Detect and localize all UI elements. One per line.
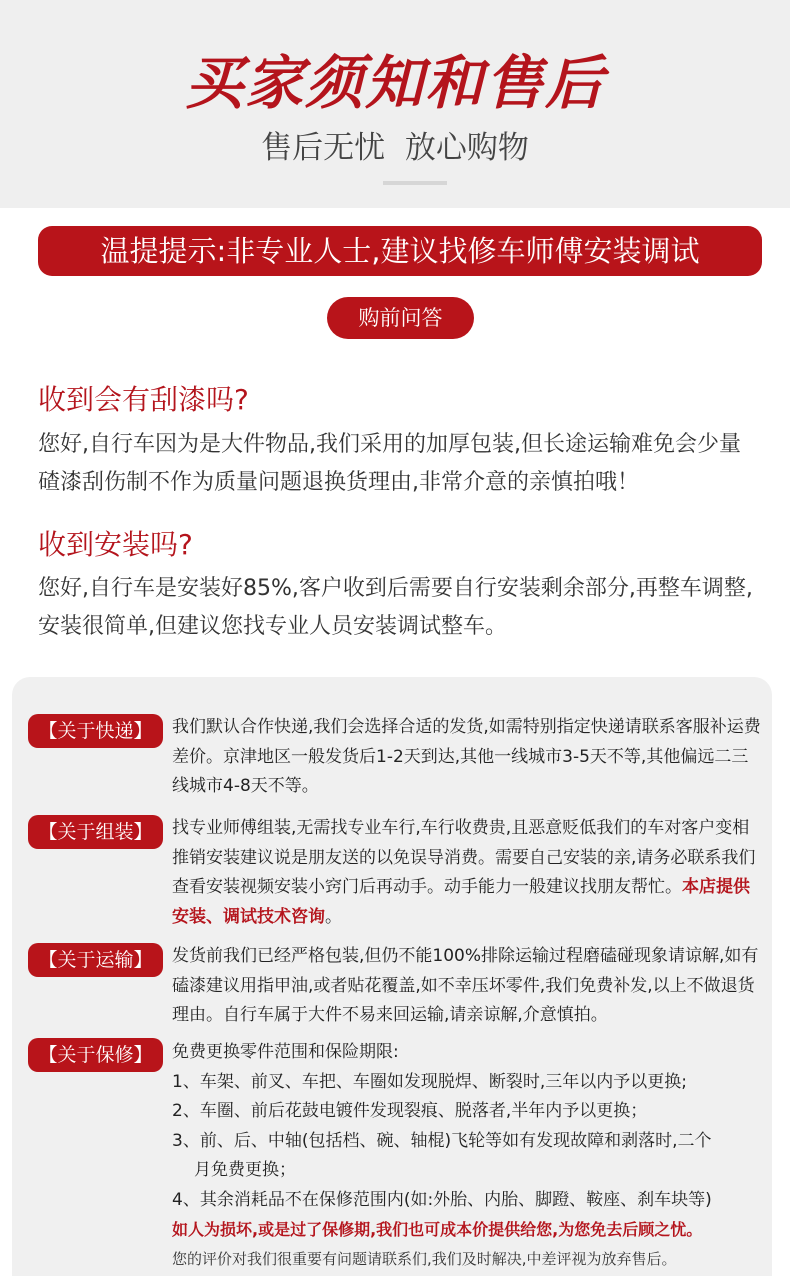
page-title: 买家须知和售后: [184, 49, 605, 117]
warranty-text: [172, 1038, 762, 1274]
delivery-text: 我们默认合作快递,我们会选择合适的发货,如需特别指定快递请联系客服补运费差价。京津地区一般发货后1-2天到达,其他一线城市3-5天不等,其他偏远二三线城市4-8天不等。: [172, 717, 761, 796]
warranty-item: 2、车圈、前后花鼓电镀件发现裂痕、脱落者,半年内予以更换；: [172, 1101, 648, 1121]
header-divider: [383, 181, 447, 185]
delivery-tag: 【关于快递】: [28, 714, 163, 748]
shipping-tag: 【关于运输】: [28, 943, 163, 977]
qa-section-label: 购前问答: [327, 297, 474, 339]
warranty-tag: 【关于保修】: [28, 1038, 163, 1072]
warning-banner: 温提提示:非专业人士,建议找修车师傅安装调试: [38, 226, 762, 276]
assembly-body: 找专业师傅组装,无需找专业车行,车行收费贵,且恶意贬低我们的车对客户变相推销安装建议说是朋友送的以免误导消费。需要自己安装的亲,请务必联系我们查看安装视频安装小窍门后再动手。动手能力一般建议找朋友帮忙。: [172, 818, 756, 897]
question-title: 收到安装吗?: [38, 528, 193, 561]
warranty-item: 1、车架、前叉、车把、车圈如发现脱焊、断裂时,三年以内予以更换;: [172, 1071, 687, 1092]
question-title: 收到会有刮漆吗?: [38, 383, 249, 416]
page-subtitle: 售后无忧 放心购物: [261, 130, 529, 166]
warranty-item: 3、前、后、中轴(包括档、碗、轴棍)飞轮等如有发现故障和剥落时,二个: [172, 1130, 712, 1151]
header-section: [0, 0, 790, 208]
shipping-text: 发货前我们已经严格包装,但仍不能100%排除运输过程磨磕碰现象请谅解,如有磕漆建议用指甲油,或者贴花覆盖,如不幸压坏零件,我们免费补发,以上不做退货理由。自行车属于大件不易来回运输,请亲谅解,介意慎拍。: [172, 946, 759, 1025]
warranty-item: 4、其余消耗品不在保修范围内(如:外胎、内胎、脚蹬、鞍座、刹车块等): [172, 1189, 712, 1210]
assembly-highlight: 本店提供安装、调试技术咨询: [172, 877, 750, 927]
question-answer: 您好,自行车是安装好85%,客户收到后需要自行安装剩余部分,再整车调整,安装很简单,但建议您找专业人员安装调试整车。: [38, 576, 753, 639]
review-note: 您的评价对我们很重要有问题请联系们,我们及时解决,中差评视为放弃售后。: [172, 1250, 677, 1268]
warranty-red-note: 如人为损坏,或是过了保修期,我们也可成本价提供给您,为您免去后顾之忧。: [172, 1220, 703, 1239]
assembly-tail: 。: [325, 906, 342, 927]
warranty-intro: 免费更换零件范围和保险期限:: [172, 1042, 399, 1062]
assembly-tag: 【关于组装】: [28, 815, 163, 849]
assembly-text: [172, 814, 762, 932]
warranty-item-continued: 月免费更换；: [194, 1160, 296, 1180]
question-answer: 您好,自行车因为是大件物品,我们采用的加厚包装,但长途运输难免会少量碴漆刮伤制不作为质量问题退换货理由,非常介意的亲慎拍哦！: [38, 432, 741, 495]
